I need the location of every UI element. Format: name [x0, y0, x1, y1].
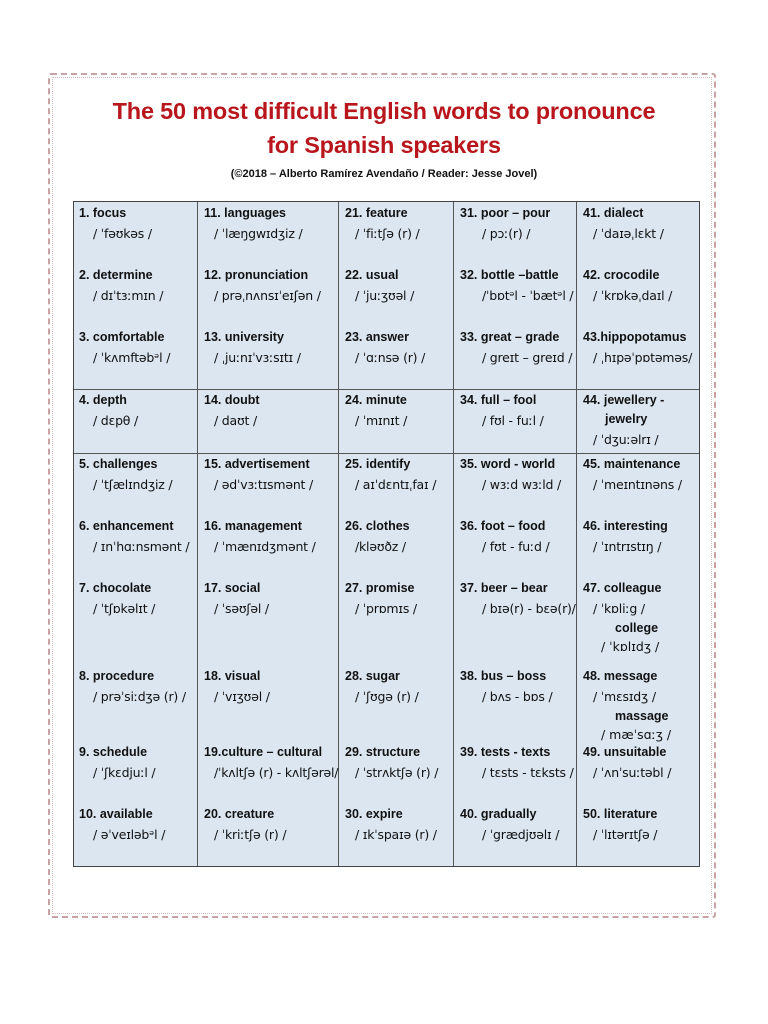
word-entry	[460, 329, 582, 366]
pronunciation: / ˈkrɒkəˌdaɪl /	[593, 288, 673, 303]
pronunciation: / əˈveɪləbᵊl /	[93, 827, 166, 842]
word-entry	[79, 806, 201, 843]
pronunciation: /kləʊðz /	[355, 539, 406, 554]
word-label: 16. management	[204, 519, 302, 533]
word-entry	[345, 456, 467, 493]
pronunciation: / prəˈsiːdʒə (r) /	[93, 689, 186, 704]
word-entry	[345, 205, 467, 242]
word-entry	[583, 267, 705, 304]
word-entry	[345, 580, 467, 617]
word-label: 40. gradually	[460, 807, 537, 821]
word-entry	[204, 329, 326, 366]
pronunciation: / ˈdaɪəˌlɛkt /	[593, 226, 664, 241]
pronunciation: / ˈmeɪntɪnəns /	[593, 477, 682, 492]
word-label: 26. clothes	[345, 519, 410, 533]
word-label: 32. bottle –battle	[460, 268, 559, 282]
word-label: 12. pronunciation	[204, 268, 309, 282]
word-label: 37. beer – bear	[460, 581, 548, 595]
word-entry	[460, 456, 582, 493]
word-entry	[583, 329, 705, 366]
word-label-alt: college	[615, 621, 659, 635]
pronunciation: / wɜːd wɜːld /	[482, 477, 562, 492]
word-entry	[460, 806, 582, 843]
pronunciation: / ˌhɪpəˈpɒtəməs/	[593, 350, 693, 365]
word-entry	[79, 205, 201, 242]
pronunciation: / ˈsəʊʃəl /	[214, 601, 269, 616]
pronunciation-alt: / mæˈsɑːʒ /	[601, 727, 672, 742]
word-entry	[79, 668, 201, 705]
word-label: 22. usual	[345, 268, 399, 282]
word-label: 39. tests - texts	[460, 745, 551, 759]
pronunciation: / pɔː(r) /	[482, 226, 531, 241]
pronunciation: / ˈdʒuːəlrɪ /	[593, 432, 659, 447]
word-label: 24. minute	[345, 393, 407, 407]
word-table	[73, 201, 700, 867]
word-entry	[204, 392, 326, 429]
pronunciation: / ˈtʃælɪndʒiz /	[93, 477, 173, 492]
column-divider	[338, 202, 339, 866]
word-label: 1. focus	[79, 206, 127, 220]
word-entry	[583, 580, 705, 655]
pronunciation: / ˈprɒmɪs /	[355, 601, 417, 616]
pronunciation: /ˈkʌltʃə (r) - kʌltʃərəl/	[214, 765, 339, 780]
word-entry	[204, 267, 326, 304]
word-entry	[460, 580, 582, 617]
pronunciation: / ˈvɪʒʊəl /	[214, 689, 270, 704]
word-label: 11. languages	[204, 206, 286, 220]
pronunciation: / greɪt – greɪd /	[482, 350, 573, 365]
pronunciation: / ˈmænɪdʒmənt /	[214, 539, 316, 554]
pronunciation: / ˈkʌmftəbᵊl /	[93, 350, 171, 365]
pronunciation: / ˈʃʊgə (r) /	[355, 689, 419, 704]
pronunciation: / daʊt /	[214, 413, 257, 428]
word-label: 30. expire	[345, 807, 403, 821]
word-entry	[79, 267, 201, 304]
word-label: 23. answer	[345, 330, 409, 344]
word-label: 31. poor – pour	[460, 206, 551, 220]
word-label: 6. enhancement	[79, 519, 174, 533]
word-entry	[583, 806, 705, 843]
word-entry	[583, 668, 705, 743]
word-entry	[204, 518, 326, 555]
word-label: 21. feature	[345, 206, 408, 220]
word-entry	[204, 205, 326, 242]
word-entry	[204, 668, 326, 705]
word-label: 29. structure	[345, 745, 421, 759]
pronunciation: / ˈfəʊkəs /	[93, 226, 152, 241]
word-entry	[460, 267, 582, 304]
pronunciation: / ˌjuːnɪˈvɜːsɪtɪ /	[214, 350, 301, 365]
word-label: 15. advertisement	[204, 457, 310, 471]
pronunciation: / ədˈvɜːtɪsmənt /	[214, 477, 314, 492]
word-label: 9. schedule	[79, 745, 148, 759]
pronunciation: / ˈmɪnɪt /	[355, 413, 408, 428]
word-label: 8. procedure	[79, 669, 155, 683]
word-entry	[79, 392, 201, 429]
pronunciation: / aɪˈdɛntɪˌfaɪ /	[355, 477, 437, 492]
word-entry	[79, 744, 201, 781]
word-entry	[345, 267, 467, 304]
page-title	[60, 94, 708, 162]
word-label: 19.culture – cultural	[204, 745, 323, 759]
pronunciation: / ˈfiːtʃə (r) /	[355, 226, 420, 241]
word-entry	[345, 744, 467, 781]
pronunciation: / ˈtʃɒkəlɪt /	[93, 601, 156, 616]
word-label: 43.hippopotamus	[583, 330, 687, 344]
word-entry	[460, 392, 582, 429]
word-label: 33. great – grade	[460, 330, 560, 344]
word-label: 10. available	[79, 807, 153, 821]
word-label: 36. foot – food	[460, 519, 546, 533]
pronunciation: / dɛpθ /	[93, 413, 139, 428]
word-label: 42. crocodile	[583, 268, 660, 282]
pronunciation: / dɪˈtɜːmɪn /	[93, 288, 164, 303]
word-label: 25. identify	[345, 457, 411, 471]
word-entry	[345, 518, 467, 555]
word-entry	[79, 456, 201, 493]
word-entry	[460, 668, 582, 705]
word-label: 14. doubt	[204, 393, 260, 407]
pronunciation: / ˈkɒliːg /	[593, 601, 645, 616]
word-label-alt: massage	[615, 709, 669, 723]
word-label: 13. university	[204, 330, 284, 344]
pronunciation: / prəˌnʌnsɪˈeɪʃən /	[214, 288, 321, 303]
pronunciation: /ˈbɒtᵊl - ˈbætᵊl /	[482, 288, 574, 303]
word-label: 49. unsuitable	[583, 745, 667, 759]
word-label: 46. interesting	[583, 519, 668, 533]
pronunciation-alt: / ˈkɒlɪdʒ /	[601, 639, 660, 654]
word-label: 38. bus – boss	[460, 669, 547, 683]
word-label: 28. sugar	[345, 669, 400, 683]
word-label: 20. creature	[204, 807, 275, 821]
word-label: 34. full – fool	[460, 393, 537, 407]
word-entry	[345, 329, 467, 366]
pronunciation: / ɪkˈspaɪə (r) /	[355, 827, 437, 842]
pronunciation: / ˈmɛsɪdʒ /	[593, 689, 656, 704]
word-entry	[460, 518, 582, 555]
pronunciation: / fʊl - fuːl /	[482, 413, 544, 428]
word-entry	[583, 205, 705, 242]
word-label: 7. chocolate	[79, 581, 152, 595]
word-entry	[79, 329, 201, 366]
word-label: 27. promise	[345, 581, 415, 595]
pronunciation: / ˈlɪtərɪtʃə /	[593, 827, 658, 842]
word-entry	[204, 806, 326, 843]
word-label: 5. challenges	[79, 457, 158, 471]
word-entry	[345, 392, 467, 429]
pronunciation: / bʌs - bɒs /	[482, 689, 553, 704]
word-label: 18. visual	[204, 669, 261, 683]
pronunciation: / ˈlæŋgwɪdʒiz /	[214, 226, 303, 241]
pronunciation: / ˈjuːʒʊəl /	[355, 288, 415, 303]
pronunciation: / ˈkriːtʃə (r) /	[214, 827, 287, 842]
credit-line: (©2018 – Alberto Ramírez Avendaño / Reader: Jesse Jovel)	[230, 168, 538, 180]
pronunciation: / tɛsts - tɛksts /	[482, 765, 574, 780]
word-label: 45. maintenance	[583, 457, 681, 471]
word-entry	[204, 744, 339, 781]
word-label: 48. message	[583, 669, 658, 683]
title-line-1: The 50 most difficult English words to pronounce	[112, 98, 656, 124]
word-label: 41. dialect	[583, 206, 644, 220]
word-label: 2. determine	[79, 268, 153, 282]
pronunciation: / ˈɪntrɪstɪŋ /	[593, 539, 662, 554]
word-label: 44. jewellery -	[583, 393, 665, 407]
pronunciation: / bɪə(r) - bɛə(r)/	[482, 601, 576, 616]
word-entry	[583, 392, 705, 448]
word-label: 35. word - world	[460, 457, 556, 471]
word-label: 47. colleague	[583, 581, 662, 595]
pronunciation: / ɪnˈhɑːnsmənt /	[93, 539, 190, 554]
pronunciation: / fʊt - fuːd /	[482, 539, 550, 554]
word-label: 3. comfortable	[79, 330, 165, 344]
pronunciation: / ˈʃkɛdjuːl /	[93, 765, 156, 780]
word-entry	[583, 456, 705, 493]
row-divider	[74, 389, 699, 390]
word-label: 17. social	[204, 581, 261, 595]
word-entry	[204, 580, 326, 617]
row-divider	[74, 453, 699, 454]
word-entry	[79, 518, 201, 555]
word-label: 50. literature	[583, 807, 658, 821]
word-entry	[345, 668, 467, 705]
pronunciation: / ˈgrædjʊəlɪ /	[482, 827, 560, 842]
word-entry	[345, 806, 467, 843]
word-entry	[79, 580, 201, 617]
word-entry	[583, 744, 705, 781]
word-entry	[460, 744, 582, 781]
title-line-2: for Spanish speakers	[267, 132, 501, 158]
word-label: 4. depth	[79, 393, 127, 407]
pronunciation: / ˈʌnˈsuːtəbl /	[593, 765, 672, 780]
word-entry	[460, 205, 582, 242]
pronunciation: / ˈɑːnsə (r) /	[355, 350, 426, 365]
word-entry	[204, 456, 326, 493]
pronunciation: / ˈstrʌktʃə (r) /	[355, 765, 439, 780]
word-label-alt: jewelry	[605, 412, 648, 426]
word-entry	[583, 518, 705, 555]
